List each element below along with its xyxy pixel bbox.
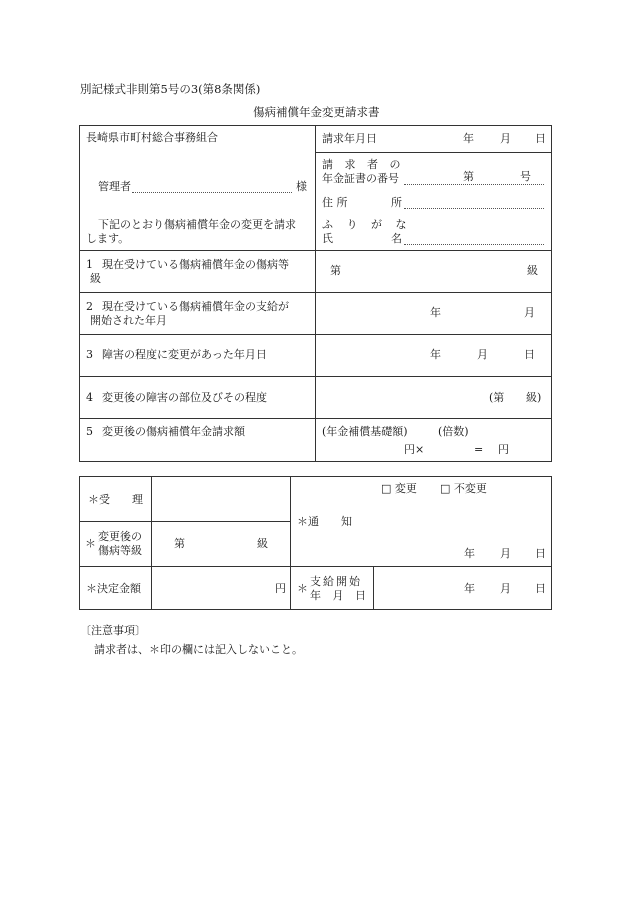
item-3-year: 年: [430, 348, 441, 361]
certificate-number-line: [404, 184, 544, 185]
request-month: 月: [500, 132, 511, 145]
item-3-month: 月: [477, 348, 488, 361]
item-5-base-label: (年金補償基礎額): [322, 425, 408, 438]
item-5-yen: 円: [498, 443, 509, 456]
start-date-label-line1: 支給開始: [310, 575, 362, 588]
start-month: 月: [500, 582, 511, 595]
certificate-number-label: 年金証書の番号: [322, 172, 399, 185]
request-statement-line1: 下記のとおり傷病補償年金の変更を請求: [98, 218, 296, 231]
item-5-equals: =: [474, 443, 484, 456]
notice-day: 日: [535, 547, 546, 560]
item-4-number: 4: [86, 391, 93, 404]
notice-month: 月: [500, 547, 511, 560]
notes-heading: 〔注意事項〕: [80, 624, 146, 637]
item-1-label-line2: 級: [90, 272, 101, 285]
notice-year: 年: [464, 547, 475, 560]
claimant-label: 請 求 者 の: [322, 158, 405, 171]
form-title: 傷病補償年金変更請求書: [253, 105, 380, 119]
notes-text: 請求者は、＊印の欄には記入しないこと。: [94, 643, 303, 656]
item-1-label-line1: 現在受けている傷病補償年金の傷病等: [102, 258, 289, 271]
manager-name-line: [132, 192, 292, 193]
changed-grade-kyu: 級: [257, 537, 268, 550]
item-2-label-line2: 開始された年月: [90, 314, 167, 327]
address-sho: 所: [391, 196, 402, 209]
form-reference: 別記様式非則第5号の3(第8条関係): [80, 82, 261, 96]
name-line: [404, 244, 544, 245]
change-option: □ 変更: [381, 482, 417, 495]
start-date-star: ＊: [297, 582, 308, 595]
start-day: 日: [535, 582, 546, 595]
request-day: 日: [535, 132, 546, 145]
item-1-kyu: 級: [527, 264, 538, 277]
manager-label: 管理者: [98, 180, 131, 193]
address-label: 住 所: [322, 196, 348, 209]
item-3-number: 3: [86, 348, 93, 361]
item-3-day: 日: [524, 348, 535, 361]
certificate-go: 号: [520, 170, 531, 183]
received-label: ＊受 理: [88, 493, 143, 506]
start-year: 年: [464, 582, 475, 595]
item-1-number: 1: [86, 258, 93, 271]
item-5-number: 5: [86, 425, 93, 438]
item-5-yen-times: 円×: [404, 443, 425, 456]
furigana-label: ふ り が な: [322, 218, 412, 231]
item-5-multiplier-label: (倍数): [438, 425, 469, 438]
item-2-year: 年: [430, 306, 441, 319]
notice-label: ＊通 知: [297, 515, 352, 528]
changed-grade-dai: 第: [174, 537, 185, 550]
organization-name: 長崎県市町村総合事務組合: [86, 131, 218, 144]
decided-amount-label: ＊決定金額: [86, 582, 141, 595]
address-line: [404, 208, 544, 209]
item-4-dai: (第: [489, 391, 505, 404]
item-3-label: 障害の程度に変更があった年月日: [102, 348, 267, 361]
start-date-label-line2: 年 月 日: [310, 589, 370, 602]
decided-amount-yen: 円: [275, 582, 286, 595]
item-5-label: 変更後の傷病補償年金請求額: [102, 425, 245, 438]
request-date-label: 請求年月日: [322, 132, 377, 145]
item-2-month: 月: [524, 306, 535, 319]
request-year: 年: [463, 132, 474, 145]
request-statement-line2: します。: [86, 232, 130, 245]
item-4-label: 変更後の障害の部位及びその程度: [102, 391, 267, 404]
item-1-dai: 第: [330, 264, 341, 277]
item-2-number: 2: [86, 300, 93, 313]
grade-star: ＊: [85, 537, 96, 550]
name-label: 氏: [322, 232, 333, 245]
item-4-kyu: 級): [526, 391, 542, 404]
sama-label: 様: [296, 180, 307, 193]
no-change-option: □ 不変更: [440, 482, 487, 495]
changed-grade-label-line1: 変更後の: [98, 530, 142, 543]
item-2-label-line1: 現在受けている傷病補償年金の支給が: [102, 300, 289, 313]
changed-grade-label-line2: 傷病等級: [98, 544, 142, 557]
name-mei: 名: [391, 232, 402, 245]
certificate-dai: 第: [463, 170, 474, 183]
